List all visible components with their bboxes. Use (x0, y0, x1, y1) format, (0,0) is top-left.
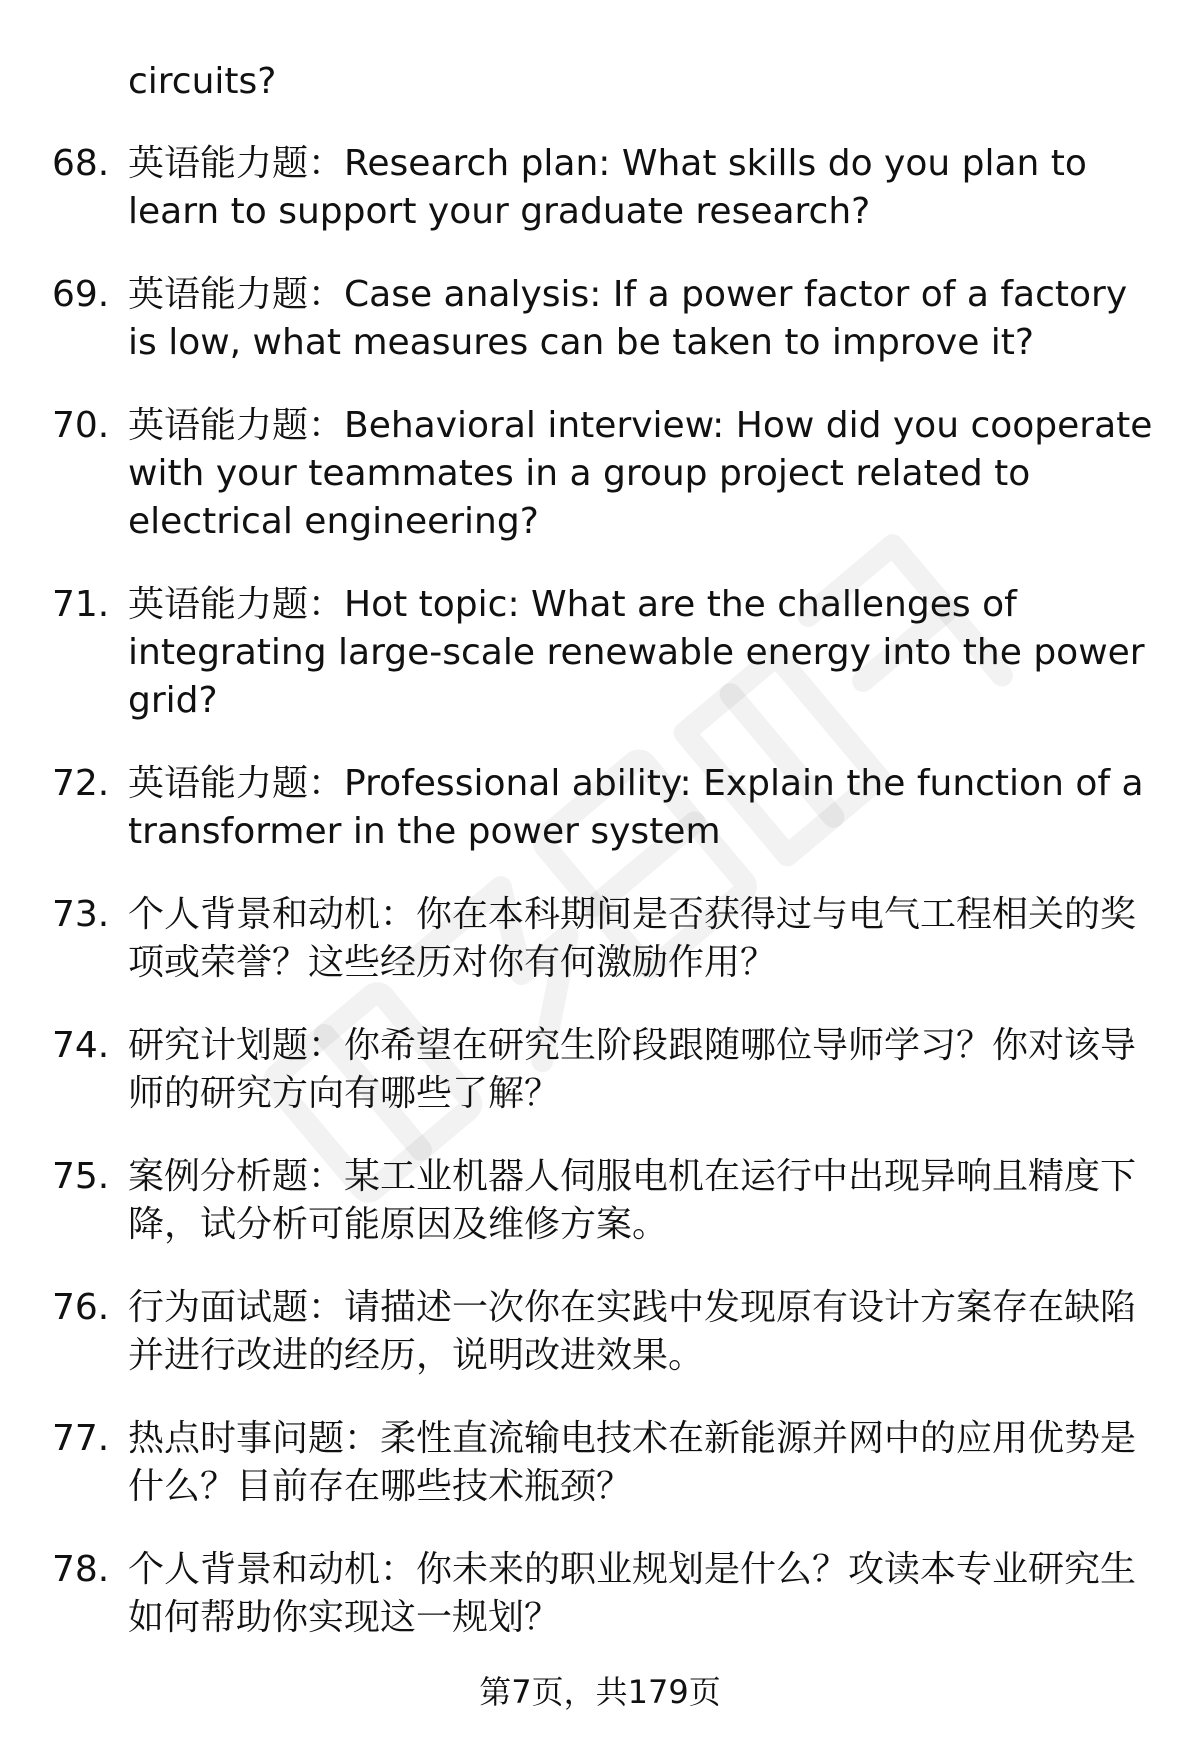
question-text: 热点时事问题：柔性直流输电技术在新能源并网中的应用优势是什么？目前存在哪些技术瓶颈？ (128, 1418, 1137, 1507)
question-text: 英语能力题：Research plan: What skills do you plan to learn to support your graduate research? (128, 143, 1087, 232)
question-text: 英语能力题：Professional ability: Explain the function of a transformer in the power system (128, 763, 1144, 852)
question-text: 个人背景和动机：你未来的职业规划是什么？攻读本专业研究生如何帮助你实现这一规划？ (128, 1549, 1137, 1638)
question-text: 行为面试题：请描述一次你在实践中发现原有设计方案存在缺陷并进行改进的经历，说明改进效果。 (128, 1287, 1137, 1376)
question-number: 72. (52, 763, 110, 804)
question-item (0, 581, 1200, 725)
question-number: 78. (52, 1549, 110, 1590)
page-footer: 第7页，共179页 (479, 1673, 721, 1711)
question-text: 研究计划题：你希望在研究生阶段跟随哪位导师学习？你对该导师的研究方向有哪些了解？ (128, 1025, 1137, 1114)
question-item (0, 1022, 1200, 1118)
question-item (0, 271, 1200, 367)
question-number: 74. (52, 1025, 110, 1066)
question-number: 68. (52, 143, 110, 184)
question-text: 英语能力题：Case analysis: If a power factor of a factory is low, what measures can be taken to improve it? (128, 274, 1128, 363)
question-text: 英语能力题：Hot topic: What are the challenges of integrating large-scale renewable energy into the power grid? (128, 584, 1145, 721)
question-item (0, 891, 1200, 987)
question-item (0, 1546, 1200, 1642)
question-number: 71. (52, 584, 110, 625)
question-item (0, 760, 1200, 856)
question-number: 75. (52, 1156, 110, 1197)
question-item (0, 1284, 1200, 1380)
question-text: 案例分析题：某工业机器人伺服电机在运行中出现异响且精度下降，试分析可能原因及维修方案。 (128, 1156, 1137, 1245)
question-item (0, 402, 1200, 546)
continued-question-text: circuits? (128, 61, 277, 102)
question-number: 77. (52, 1418, 110, 1459)
question-item (0, 1153, 1200, 1249)
question-number: 69. (52, 274, 110, 315)
question-number: 73. (52, 894, 110, 935)
question-number: 76. (52, 1287, 110, 1328)
question-list (0, 140, 1200, 1677)
question-text: 英语能力题：Behavioral interview: How did you cooperate with your teammates in a group project related to electrical engineering? (128, 405, 1153, 542)
question-item (0, 1415, 1200, 1511)
question-text: 个人背景和动机：你在本科期间是否获得过与电气工程相关的奖项或荣誉？这些经历对你有何激励作用？ (128, 894, 1137, 983)
question-item (0, 140, 1200, 236)
question-number: 70. (52, 405, 110, 446)
